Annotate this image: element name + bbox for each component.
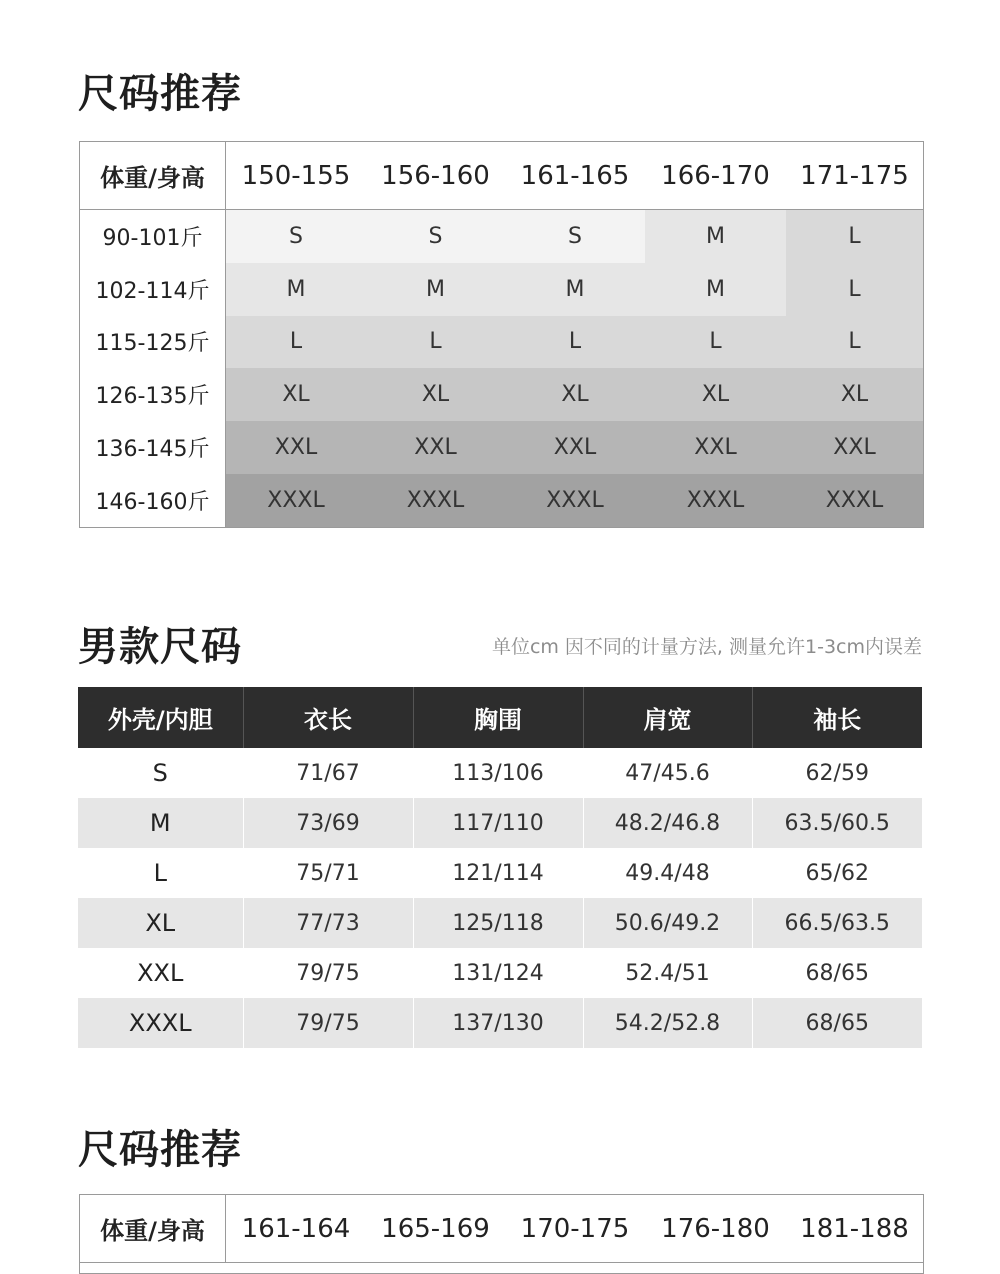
weight-range-label: 146-160斤 [95,489,210,515]
size-cell: XL [645,368,786,421]
table-row [78,898,922,948]
weight-range-label: 90-101斤 [102,225,203,251]
sleeve-value: 68/65 [752,998,922,1048]
size-cell: XL [786,368,923,421]
size-cell: XXXL [786,474,923,527]
sleeve-value: 68/65 [752,948,922,998]
weight-range-label: 115-125斤 [95,331,210,357]
size-cell: L [786,316,923,369]
height-range-header: 171-175 [800,160,909,191]
table-row [78,948,922,998]
size-recommendation-title-2: 尺码推荐 [78,1127,242,1173]
sleeve-value: 62/59 [752,748,922,798]
size-cell: XXXL [645,474,786,527]
height-range-header: 181-188 [800,1213,909,1244]
chest-value: 131/124 [413,948,583,998]
size-label: XXL [137,959,184,987]
shoulder-value: 54.2/52.8 [583,998,752,1048]
size-cell: M [366,263,505,316]
size-grid [226,210,923,527]
size-cell: XXL [645,421,786,474]
sleeve-value: 65/62 [752,848,922,898]
size-recommendation-table-2 [79,1194,924,1274]
mens-size-title: 男款尺码 [78,624,242,670]
height-range-header: 161-165 [520,160,630,191]
shoulder-value: 52.4/51 [583,948,752,998]
column-header-sleeve: 袖长 [752,687,922,748]
measurement-note: 单位cm 因不同的计量方法, 测量允许1-3cm内误差 [491,636,922,658]
weight-labels [80,210,226,527]
size-cell: S [505,210,645,263]
table-row [78,848,922,898]
size-label: L [153,859,167,887]
size-cell: XXL [366,421,505,474]
size-cell: XL [366,368,505,421]
size-cell: L [786,210,923,263]
size-cell: M [226,263,366,316]
shoulder-value: 49.4/48 [583,848,752,898]
height-range-header: 161-164 [241,1213,351,1244]
chest-value: 121/114 [413,848,583,898]
size-cell: XXL [786,421,923,474]
size-cell: S [226,210,366,263]
height-range-header: 170-175 [520,1213,630,1244]
table-body [80,210,923,527]
mens-size-table [78,687,922,1048]
length-value: 77/73 [243,898,413,948]
size-cell: L [226,316,366,369]
size-cell: XXXL [505,474,645,527]
height-range-header: 156-160 [381,160,490,191]
weight-range-label: 126-135斤 [95,384,210,410]
weight-range-label: 136-145斤 [95,437,210,463]
weight-range-label: 102-114斤 [95,278,210,304]
table-header-row [78,687,922,748]
size-cell: L [786,263,923,316]
height-range-header: 176-180 [661,1213,770,1244]
size-label: XXXL [78,998,243,1048]
column-header-shell-liner: 外壳/内胆 [78,687,243,748]
size-label: XL [78,898,243,948]
size-cell: XXXL [226,474,366,527]
size-cell: M [645,263,786,316]
size-recommendation-table [79,141,924,528]
chest-value: 137/130 [413,998,583,1048]
size-cell: XL [505,368,645,421]
length-value: 75/71 [243,848,413,898]
sleeve-value: 63.5/60.5 [752,798,922,848]
weight-height-corner-label: 体重/身高 [80,1195,226,1262]
size-cell: XXL [226,421,366,474]
column-header-shoulder: 肩宽 [583,687,752,748]
shoulder-value: 47/45.6 [583,748,752,798]
height-range-header: 150-155 [241,160,351,191]
chest-value: 113/106 [413,748,583,798]
length-value: 79/75 [243,998,413,1048]
size-cell: XXXL [366,474,505,527]
size-cell: M [505,263,645,316]
column-header-length: 衣长 [243,687,413,748]
size-cell: L [366,316,505,369]
weight-height-corner-label: 体重/身高 [80,142,226,209]
length-value: 73/69 [243,798,413,848]
chest-value: 125/118 [413,898,583,948]
size-cell: XL [226,368,366,421]
size-cell: S [366,210,505,263]
height-range-header: 166-170 [661,160,770,191]
chest-value: 117/110 [413,798,583,848]
table-header [80,1195,923,1263]
height-range-header: 165-169 [381,1213,490,1244]
size-cell: L [645,316,786,369]
table-header [80,142,923,210]
size-cell: XXL [505,421,645,474]
size-cell: L [505,316,645,369]
table-row [78,748,922,798]
length-value: 71/67 [243,748,413,798]
sleeve-value: 66.5/63.5 [752,898,922,948]
size-label: M [78,798,243,848]
shoulder-value: 50.6/49.2 [583,898,752,948]
size-cell: M [645,210,786,263]
shoulder-value: 48.2/46.8 [583,798,752,848]
size-recommendation-title: 尺码推荐 [78,71,242,117]
length-value: 79/75 [243,948,413,998]
column-header-chest: 胸围 [413,687,583,748]
size-label: S [152,759,168,787]
table-row [78,998,922,1048]
table-row [78,798,922,848]
